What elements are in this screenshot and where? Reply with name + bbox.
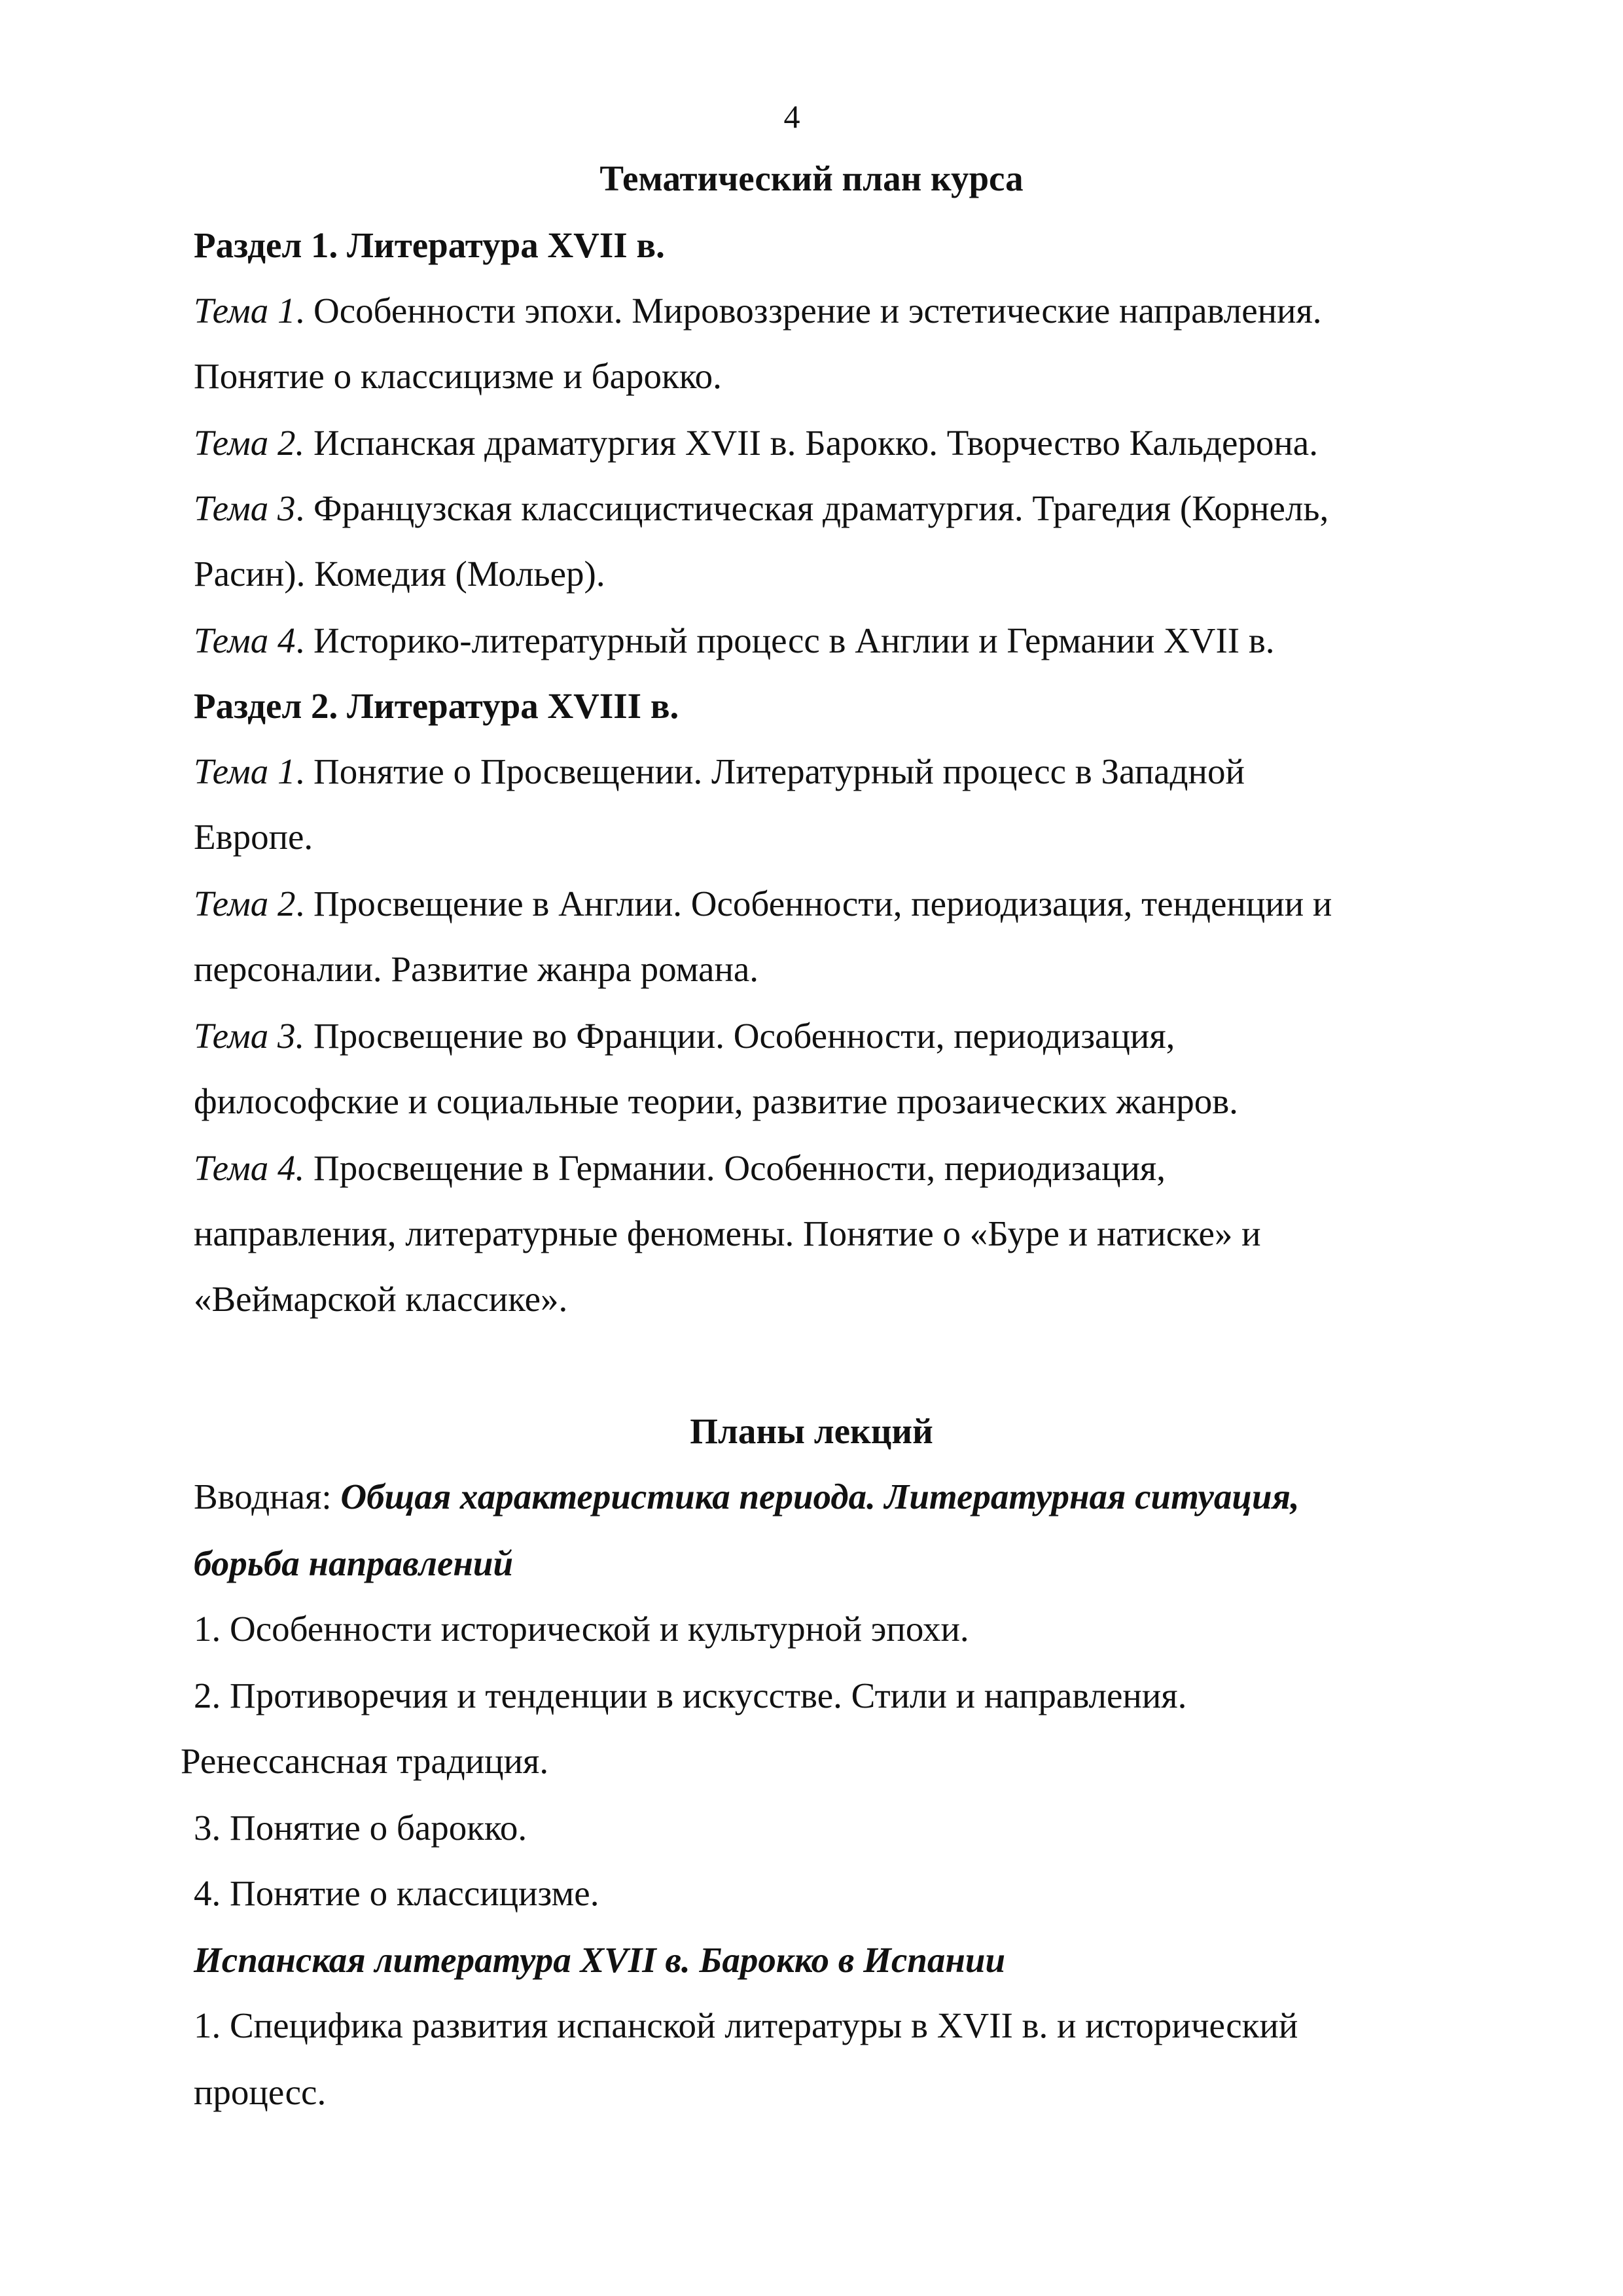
section1-topic3-cont: Расин). Комедия (Мольер).: [194, 554, 605, 594]
section2-topic3-cont: философские и социальные теории, развитие прозаических жанров.: [194, 1081, 1238, 1121]
topic-text: . Особенности эпохи. Мировоззрение и эстетические направления.: [295, 291, 1322, 331]
topic-text: . Просвещение в Англии. Особенности, периодизация, тенденции и: [295, 884, 1332, 924]
section1-topic1-cont: Понятие о классицизме и барокко.: [194, 356, 722, 396]
topic-text: Просвещение во Франции. Особенности, периодизация,: [304, 1016, 1175, 1056]
spanish-item-cont: процесс.: [194, 2072, 327, 2112]
section1-topic3: [194, 487, 1329, 530]
intro-title: Общая характеристика периода. Литературная ситуация,: [340, 1477, 1300, 1516]
spanish-lecture-title: Испанская литература XVII в. Барокко в Испании: [194, 1940, 1006, 1980]
topic-text: . Французская классицистическая драматургия. Трагедия (Корнель,: [295, 488, 1329, 528]
intro-item: 4. Понятие о классицизме.: [194, 1873, 599, 1913]
section2-topic4: [194, 1147, 1166, 1190]
thematic-plan-title: Тематический план курса: [599, 158, 1024, 198]
topic-text: . Историко-литературный процесс в Англии и Германии XVII в.: [295, 620, 1275, 660]
topic-text: . Понятие о Просвещении. Литературный процесс в Западной: [295, 751, 1245, 791]
intro-item: 1. Особенности исторической и культурной эпохи.: [194, 1609, 969, 1649]
section2-topic1-cont: Европе.: [194, 817, 313, 857]
intro-prefix: Вводная:: [194, 1477, 341, 1516]
topic-label: Тема 2: [194, 884, 296, 924]
section2-topic3: [194, 1014, 1175, 1058]
topic-text: Просвещение в Германии. Особенности, периодизация,: [304, 1148, 1166, 1188]
topic-label: Тема 4.: [194, 1148, 305, 1188]
page-number: 4: [783, 98, 800, 135]
intro-lecture-title-cont: борьба направлений: [194, 1543, 514, 1583]
section2-topic4-cont: направления, литературные феномены. Понятие о «Буре и натиске» и: [194, 1213, 1261, 1253]
topic-label: Тема 3.: [194, 1016, 305, 1056]
topic-label: Тема 1: [194, 751, 296, 791]
lectures-title: Планы лекций: [690, 1411, 933, 1451]
intro-item-cont: Ренессансная традиция.: [181, 1741, 549, 1781]
section2-topic2: [194, 882, 1332, 925]
section1-heading: Раздел 1. Литература XVII в.: [194, 225, 665, 265]
topic-text: Испанская драматургия XVII в. Барокко. Творчество Кальдерона.: [304, 423, 1318, 463]
topic-label: Тема 3: [194, 488, 296, 528]
section2-topic4-cont2: «Веймарской классике».: [194, 1279, 568, 1319]
topic-label: Тема 1: [194, 291, 296, 331]
section2-topic2-cont: персоналии. Развитие жанра романа.: [194, 949, 759, 989]
section2-heading: Раздел 2. Литература XVIII в.: [194, 686, 679, 726]
section1-topic4: [194, 619, 1275, 662]
section1-topic2: [194, 422, 1318, 465]
intro-lecture-title: [194, 1475, 1300, 1518]
section2-topic1: [194, 750, 1245, 793]
spanish-item: 1. Специфика развития испанской литературы в XVII в. и исторический: [194, 2005, 1298, 2045]
intro-item: 2. Противоречия и тенденции в искусстве. Стили и направления.: [194, 1676, 1187, 1715]
intro-item: 3. Понятие о барокко.: [194, 1808, 527, 1848]
section1-topic1: [194, 289, 1322, 332]
topic-label: Тема 2.: [194, 423, 305, 463]
topic-label: Тема 4: [194, 620, 296, 660]
